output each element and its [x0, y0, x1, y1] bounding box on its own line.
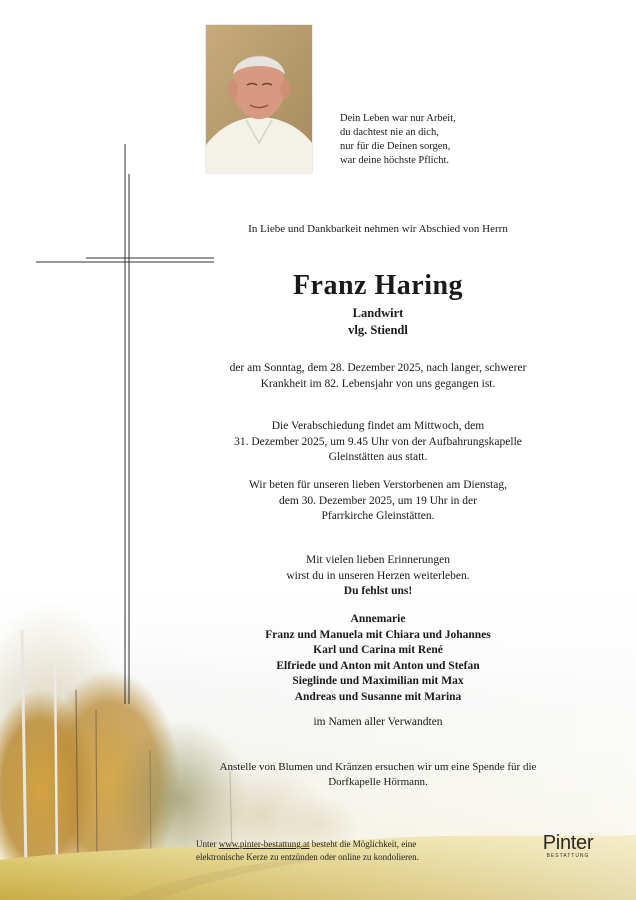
donation-notice	[190, 760, 566, 790]
prayer-line: Wir beten für unseren lieben Verstorbenen am Dienstag,	[249, 479, 507, 491]
relatives-text: im Namen aller Verwandten	[313, 716, 443, 728]
footer-line	[196, 838, 496, 851]
family-member: Karl und Carina mit René	[313, 644, 443, 656]
memory-closing: Du fehlst uns!	[343, 585, 413, 597]
farewell-notice	[190, 419, 566, 466]
memory-line: wirst du in unseren Herzen weiterleben.	[286, 569, 470, 582]
website-link[interactable]: www.pinter-bestattung.at	[218, 839, 310, 849]
poem-line: nur für die Deinen sorgen,	[340, 141, 451, 152]
family-member: Andreas und Susanne mit Marina	[294, 690, 462, 703]
poem-line: du dachtest nie an dich,	[340, 127, 439, 138]
prayer-notice	[190, 478, 566, 525]
memory-line: Mit vielen lieben Erinnerungen	[305, 554, 451, 566]
deceased-nickname: vlg. Stiendl	[348, 323, 408, 337]
family-member: Annemarie	[350, 613, 406, 625]
poem-line: Dein Leben war nur Arbeit,	[340, 113, 456, 124]
donation-line: Dorfkapelle Hörmann.	[328, 776, 428, 788]
farewell-line: Gleinstätten aus statt.	[328, 451, 428, 463]
donation-line: Anstelle von Blumen und Kränzen ersuchen wir um eine Spende für die	[219, 761, 537, 773]
deceased-occupation: Landwirt	[352, 306, 404, 320]
prayer-line: Pfarrkirche Gleinstätten.	[321, 510, 435, 522]
farewell-line: Die Verabschiedung findet am Mittwoch, dem	[271, 420, 485, 432]
family-member: Elfriede und Anton mit Anton und Stefan	[276, 659, 480, 672]
pinter-logo	[533, 832, 603, 859]
family-member: Franz und Manuela mit Chiara und Johannes	[265, 628, 491, 641]
portrait-photo	[206, 25, 312, 173]
logo-wordmark: Pinter	[542, 832, 594, 854]
death-notice-line: Krankheit im 82. Lebensjahr von uns gegangen ist.	[260, 377, 496, 390]
family-member: Sieglinde und Maximilian mit Max	[292, 675, 464, 687]
cross-icon	[36, 144, 216, 704]
footer-prefix: Unter	[196, 839, 219, 849]
poem	[340, 112, 540, 168]
poem-line: war deine höchste Pflicht.	[340, 155, 450, 166]
footer-line-2: elektronische Kerze zu entzünden oder online zu kondolieren.	[196, 852, 419, 862]
intro-text: In Liebe und Dankbarkeit nehmen wir Abschied von Herrn	[248, 223, 508, 235]
deceased-name: Franz Haring	[292, 270, 464, 301]
memory-text	[190, 553, 566, 600]
prayer-line: dem 30. Dezember 2025, um 19 Uhr in der	[278, 494, 477, 507]
footer-suffix: besteht die Möglichkeit, eine	[309, 839, 417, 849]
footer-note	[196, 838, 496, 864]
family-list	[190, 612, 566, 705]
death-notice-line: der am Sonntag, dem 28. Dezember 2025, nach langer, schwerer	[229, 362, 527, 374]
farewell-line: 31. Dezember 2025, um 9.45 Uhr von der Aufbahrungskapelle	[234, 435, 522, 448]
death-notice	[190, 361, 566, 392]
logo-subline: BESTATTUNG	[546, 853, 590, 859]
